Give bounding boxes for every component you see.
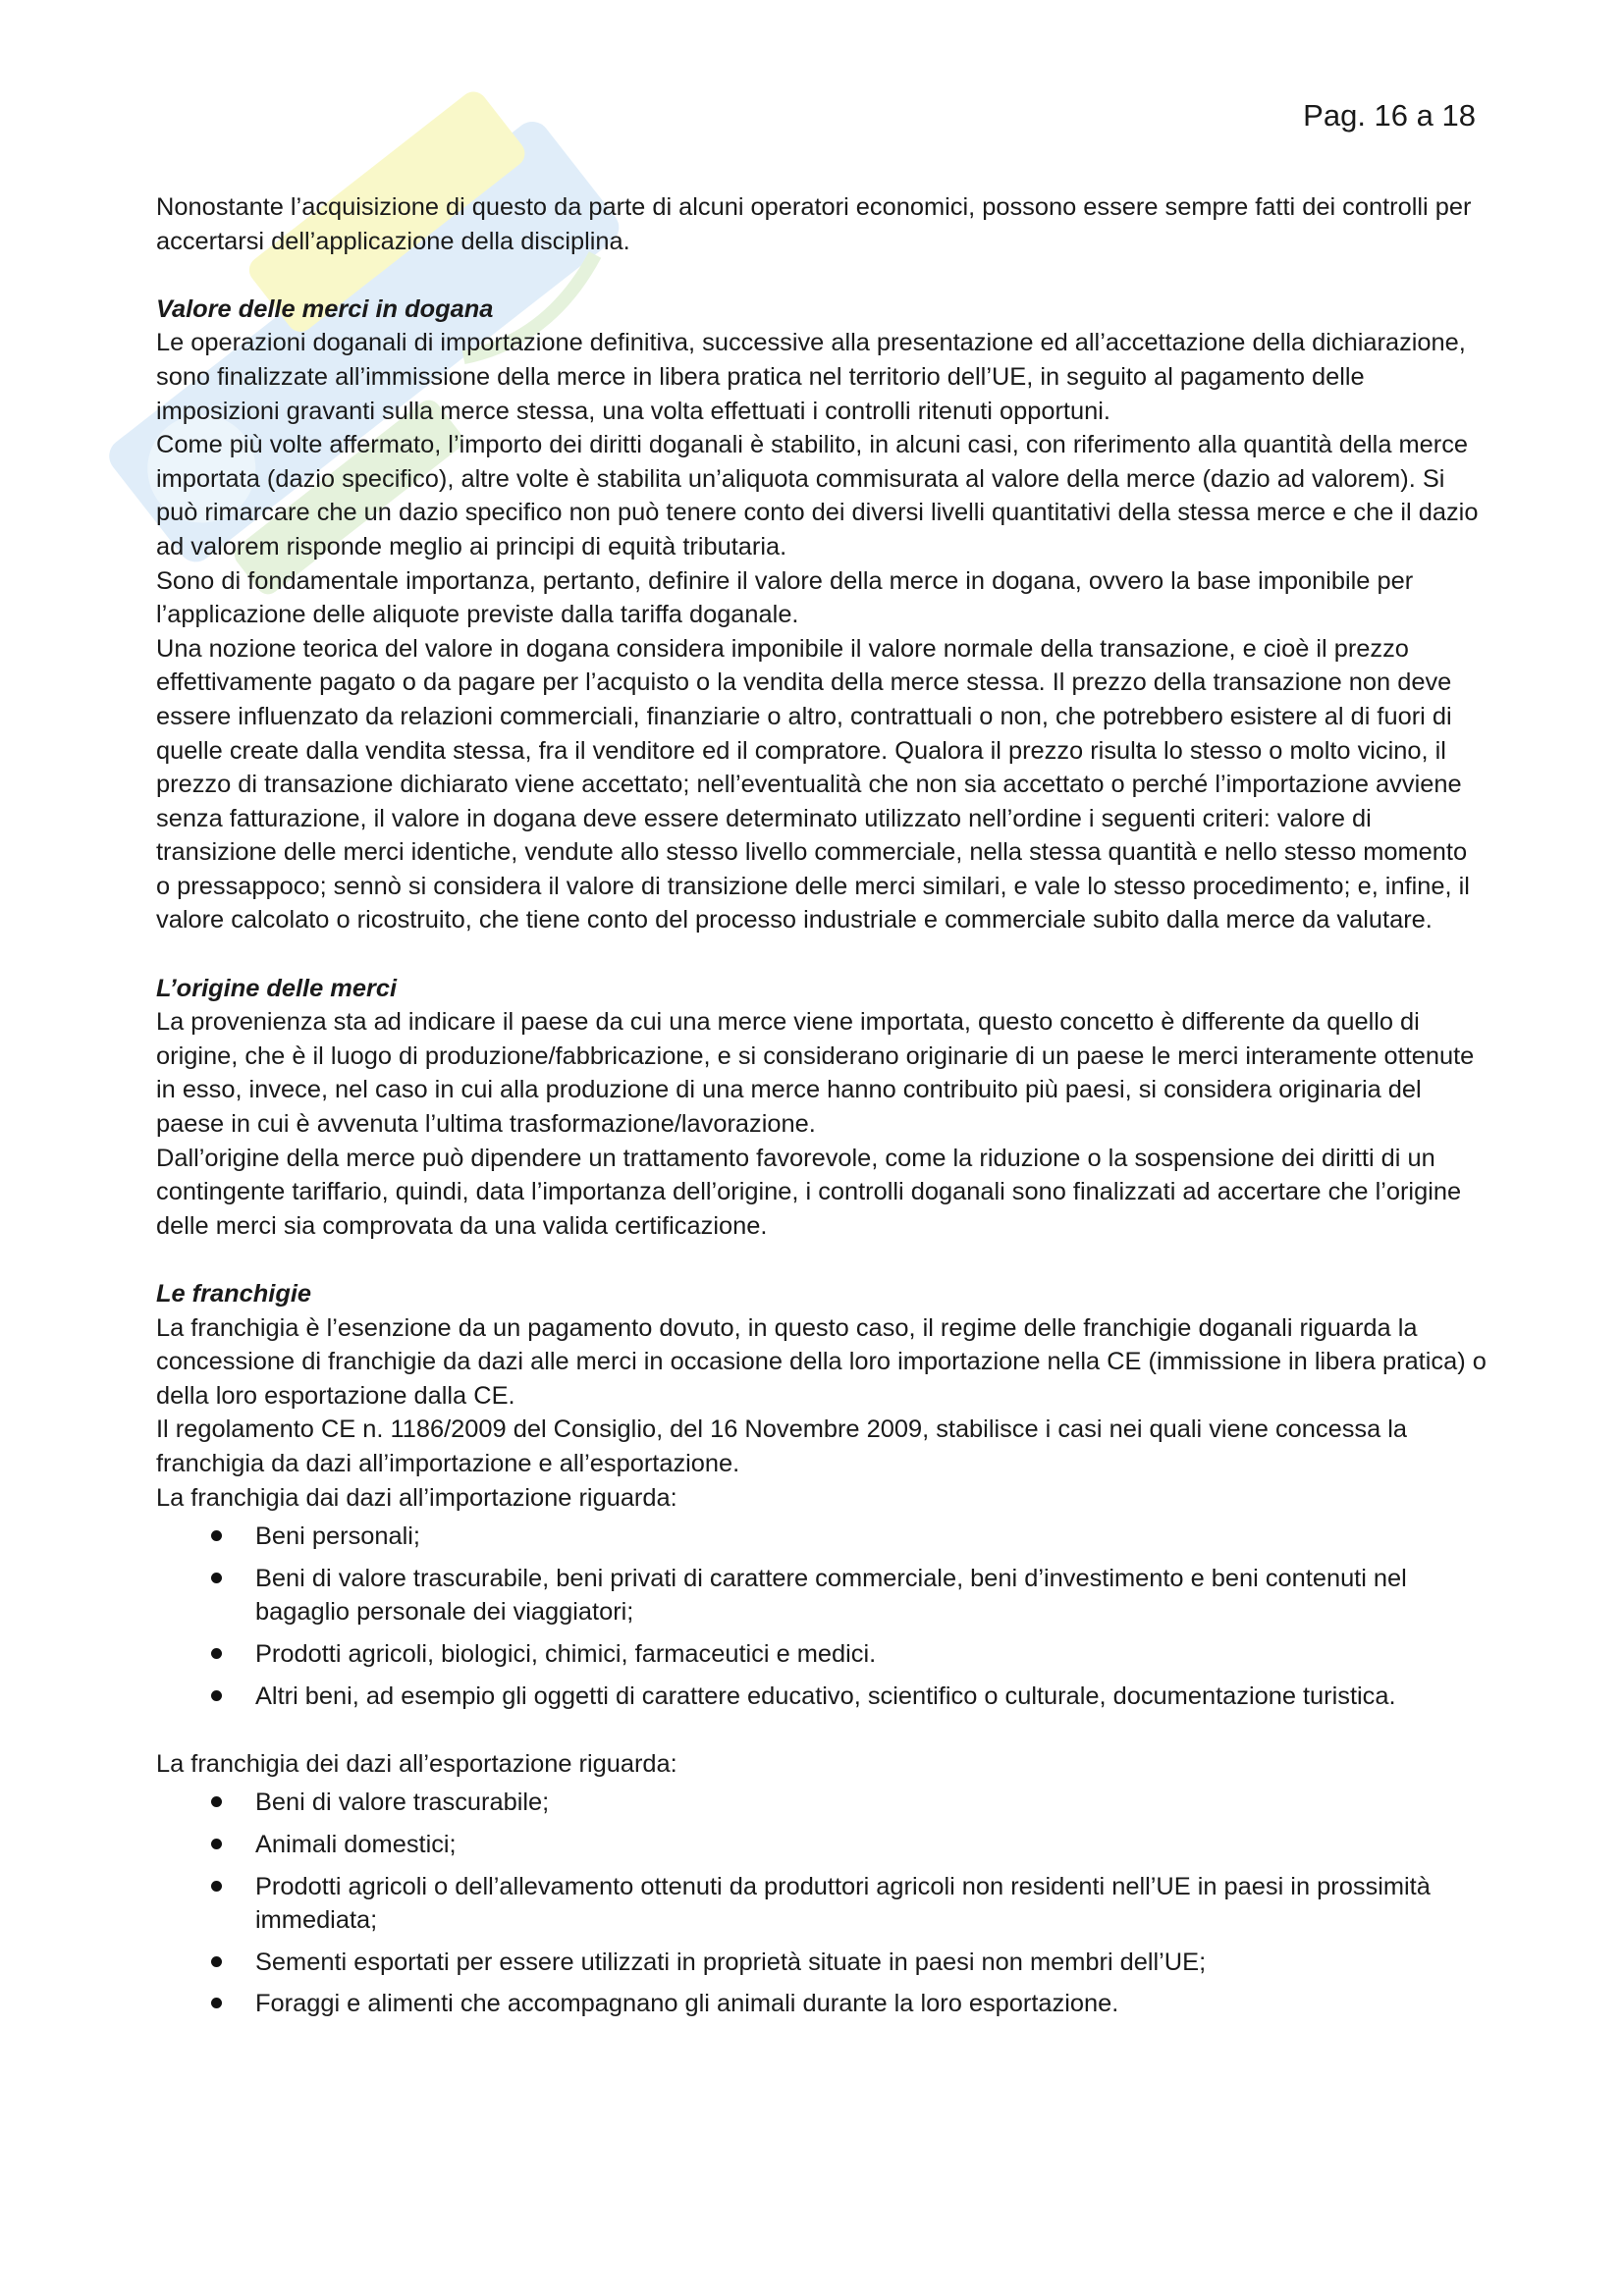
paragraph: Una nozione teorica del valore in dogana considera imponibile il valore normale della transazione, e cioè il prezzo effettivamente pagato o da pagare per l’acquisto o la vendita della merce stessa. Il prezzo della transazione non deve essere influenzato da relazioni commerciali, finanziarie o altro, contrattuali o non, che potrebbero esistere al di fuori di quelle create dalla vendita stessa, fra il venditore ed il compratore. Qualora il prezzo risulta lo stesso o molto vicino, il prezzo di transazione dichiarato viene accettato; nell’eventualità che non sia accettato o perché l’importazione avviene senza fatturazione, il valore in dogana deve essere determinato utilizzato nell’ordine i seguenti criteri: valore di transizione delle merci identiche, vendute allo stesso livello commerciale, nella stessa quantità e nello stesso momento o pressappoco; sennò si considera il valore di transizione delle merci similari, e vale lo stesso procedimento; e, infine, il valore calcolato o ricostruito, che tiene conto del processo industriale e commerciale subito dalla merce da valutare. bbox=[156, 634, 1470, 934]
section-heading-valore: Valore delle merci in dogana bbox=[156, 294, 494, 323]
bullet-icon bbox=[211, 1839, 222, 1849]
list-item-text: Beni di valore trascurabile; bbox=[255, 1789, 550, 1817]
list-item-text: Beni di valore trascurabile, beni privati di carattere commerciale, beni d’investimento e beni contenuti nel bagaglio personale dei viaggiatori; bbox=[255, 1564, 1407, 1627]
bullet-icon bbox=[211, 1998, 222, 2008]
paragraph: Il regolamento CE n. 1186/2009 del Consiglio, del 16 Novembre 2009, stabilisce i casi nei quali viene concessa la franchigia da dazi all’importazione e all’esportazione. bbox=[156, 1415, 1408, 1477]
list-item-text: Animali domestici; bbox=[255, 1830, 457, 1858]
list-item bbox=[156, 1987, 1488, 2021]
section-heading-franchigie: Le franchigie bbox=[156, 1280, 312, 1308]
bullet-icon bbox=[211, 1881, 222, 1892]
list-item-text: Prodotti agricoli, biologici, chimici, farmaceutici e medici. bbox=[255, 1639, 877, 1668]
list-item-text: Beni personali; bbox=[255, 1522, 420, 1551]
section-franchigie bbox=[156, 1277, 1488, 2021]
section-valore bbox=[156, 293, 1488, 937]
section-origine bbox=[156, 972, 1488, 1244]
list-item bbox=[156, 1520, 1488, 1554]
list-item-text: Altri beni, ad esempio gli oggetti di carattere educativo, scientifico o culturale, documentazione turistica. bbox=[255, 1682, 1396, 1710]
document-body bbox=[156, 190, 1488, 2021]
list-item bbox=[156, 1828, 1488, 1862]
import-franchise-list bbox=[156, 1520, 1488, 1713]
import-list-intro: La franchigia dai dazi all’importazione riguarda: bbox=[156, 1483, 677, 1512]
page-number: Pag. 16 a 18 bbox=[1303, 98, 1476, 133]
list-item bbox=[156, 1946, 1488, 1980]
bullet-icon bbox=[211, 1796, 222, 1807]
bullet-icon bbox=[211, 1648, 222, 1659]
list-item bbox=[156, 1680, 1488, 1714]
list-item-text: Foraggi e alimenti che accompagnano gli animali durante la loro esportazione. bbox=[255, 1990, 1119, 2018]
spacer bbox=[156, 1713, 1488, 1747]
list-item-text: Prodotti agricoli o dell’allevamento ottenuti da produttori agricoli non residenti nell’UE in paesi in prossimità immediata; bbox=[255, 1872, 1431, 1935]
paragraph: Le operazioni doganali di importazione definitiva, successive alla presentazione ed all’accettazione della dichiarazione, sono finalizzate all’immissione della merce in libera pratica nel territorio dell’UE, in seguito al pagamento delle imposizioni gravanti sulla merce stessa, una volta effettuati i controlli ritenuti opportuni. bbox=[156, 329, 1466, 425]
list-item bbox=[156, 1637, 1488, 1672]
export-franchise-list bbox=[156, 1786, 1488, 2021]
paragraph: Sono di fondamentale importanza, pertanto, definire il valore della merce in dogana, ovvero la base imponibile per l’applicazione delle aliquote previste dalla tariffa doganale. bbox=[156, 566, 1414, 629]
intro-paragraph: Nonostante l’acquisizione di questo da parte di alcuni operatori economici, possono essere sempre fatti dei controlli per accertarsi dell’applicazione della disciplina. bbox=[156, 193, 1472, 255]
list-item bbox=[156, 1786, 1488, 1820]
list-item bbox=[156, 1562, 1488, 1629]
bullet-icon bbox=[211, 1530, 222, 1541]
bullet-icon bbox=[211, 1690, 222, 1701]
bullet-icon bbox=[211, 1573, 222, 1583]
paragraph: Dall’origine della merce può dipendere un trattamento favorevole, come la riduzione o la sospensione dei diritti di un contingente tariffario, quindi, data l’importanza dell’origine, i controlli doganali sono finalizzati ad accertare che l’origine delle merci sia comprovata da una valida certificazione. bbox=[156, 1144, 1462, 1240]
paragraph: La provenienza sta ad indicare il paese da cui una merce viene importata, questo concetto è differente da quello di origine, che è il luogo di produzione/fabbricazione, e si considerano originarie di un paese le merci interamente ottenute in esso, invece, nel caso in cui alla produzione di una merce hanno contribuito più paesi, si considera originaria del paese in cui è avvenuta l’ultima trasformazione/lavorazione. bbox=[156, 1008, 1475, 1139]
paragraph: Come più volte affermato, l’importo dei diritti doganali è stabilito, in alcuni casi, con riferimento alla quantità della merce importata (dazio specifico), altre volte è stabilita un’aliquota commisurata al valore della merce (dazio ad valorem). Si può rimarcare che un dazio specifico non può tenere conto dei diversi livelli quantitativi della stessa merce e che il dazio ad valorem risponde meglio ai principi di equità tributaria. bbox=[156, 431, 1479, 561]
bullet-icon bbox=[211, 1956, 222, 1967]
export-list-intro: La franchigia dei dazi all’esportazione riguarda: bbox=[156, 1749, 677, 1778]
paragraph: La franchigia è l’esenzione da un pagamento dovuto, in questo caso, il regime delle franchigie doganali riguarda la concessione di franchigie da dazi alle merci in occasione della loro importazione nella CE (immissione in libera pratica) o della loro esportazione dalla CE. bbox=[156, 1313, 1487, 1410]
section-heading-origine: L’origine delle merci bbox=[156, 974, 398, 1002]
list-item-text: Sementi esportati per essere utilizzati in proprietà situate in paesi non membri dell’UE; bbox=[255, 1948, 1207, 1976]
list-item bbox=[156, 1870, 1488, 1938]
